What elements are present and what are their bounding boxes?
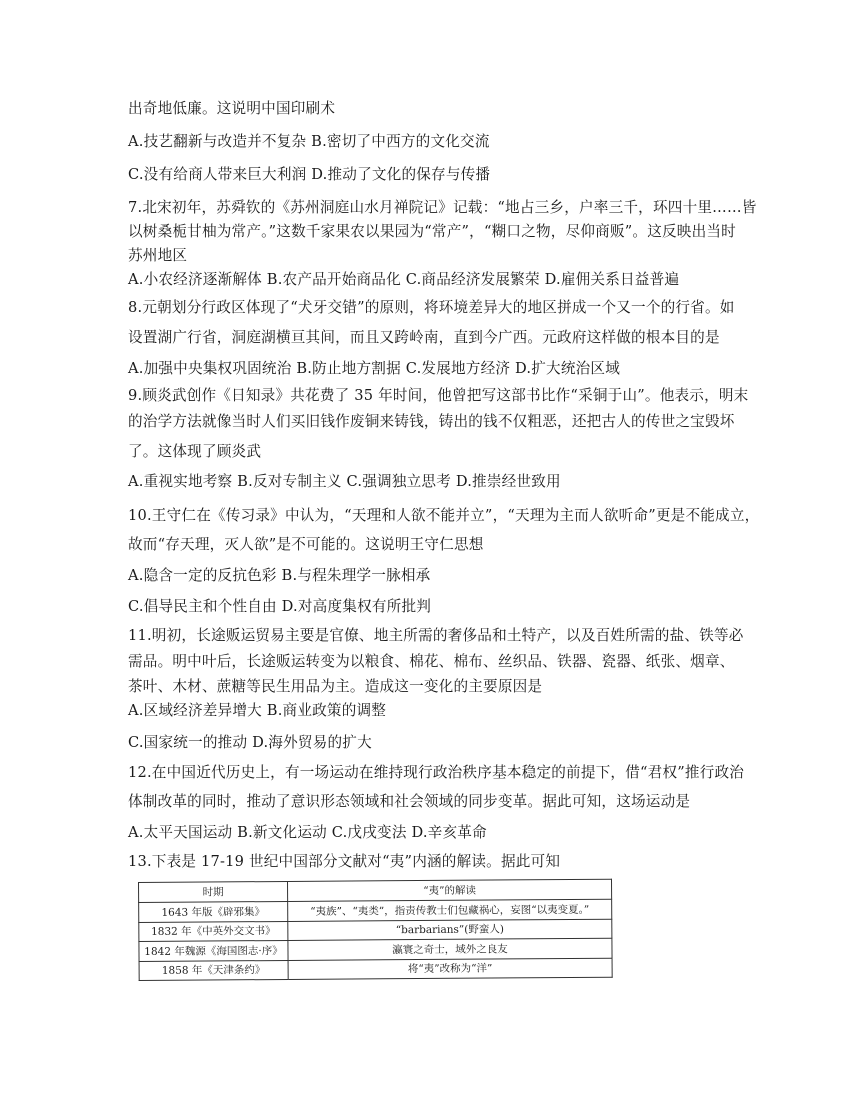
question-10: 10.王守仁在《传习录》中认为，“天理和人欲不能并立”，“天理为主而人欲听命”更是不能成立， [128, 507, 760, 524]
text-line: 设置湖广行省，洞庭湖横亘其间，而且又跨岭南，直到今广西。元政府这样做的根本目的是 [128, 329, 720, 346]
table-cell: 将“夷”改称为“洋” [288, 958, 612, 980]
question-8: 8.元朝划分行政区体现了“犬牙交错”的原则，将环境差异大的地区拼成一个又一个的行省。如 [128, 299, 735, 316]
option-line: A.区域经济差异增大 B.商业政策的调整 [128, 702, 387, 719]
table-cell: “夷族”、“夷类”，指责传教士们包藏祸心，妄图“以夷变夏。” [288, 899, 612, 921]
table-header-interpretation: “夷”的解读 [287, 879, 611, 901]
option-line: A.技艺翻新与改造并不复杂 B.密切了中西方的文化交流 [128, 133, 490, 150]
option-line: C.国家统一的推动 D.海外贸易的扩大 [128, 734, 372, 751]
table-cell: 1858 年《天津条约》 [139, 960, 288, 981]
question-7: 7.北宋初年，苏舜钦的《苏州洞庭山水月禅院记》记载：“地占三乡，户率三千，环四十里……皆 [128, 199, 757, 216]
table-cell: “barbarians”(野蛮人) [288, 919, 612, 941]
question-9: 9.顾炎武创作《日知录》共花费了 35 年时间，他曾把写这部书比作“采铜于山”。他表示，明末 [128, 387, 749, 404]
option-line: A.小农经济逐渐解体 B.农产品开始商品化 C.商品经济发展繁荣 D.雇佣关系日益普遍 [128, 271, 680, 288]
table-cell: 1842 年魏源《海国图志·序》 [139, 940, 288, 961]
text-line: 体制改革的同时，推动了意识形态领域和社会领域的同步变革。据此可知，这场运动是 [128, 793, 691, 810]
question-13: 13.下表是 17-19 世纪中国部分文献对“夷”内涵的解读。据此可知 [128, 853, 561, 870]
text-line: 的治学方法就像当时人们买旧钱作废铜来铸钱，铸出的钱不仅粗恶，还把古人的传世之宝毁坏 [128, 413, 735, 430]
option-line: A.隐含一定的反抗色彩 B.与程朱理学一脉相承 [128, 567, 431, 584]
option-line: C.没有给商人带来巨大利润 D.推动了文化的保存与传播 [128, 166, 491, 183]
text-line: 茶叶、木材、蔗糖等民生用品为主。造成这一变化的主要原因是 [128, 678, 543, 695]
text-line: 苏州地区 [128, 247, 188, 264]
table-header-period: 时期 [139, 881, 288, 902]
option-line: C.倡导民主和个性自由 D.对高度集权有所批判 [128, 598, 432, 615]
option-line: A.加强中央集权巩固统治 B.防止地方割据 C.发展地方经济 D.扩大统治区域 [128, 360, 620, 377]
question-12: 12.在中国近代历史上，有一场运动在维持现行政治秩序基本稳定的前提下，借“君权”推行政治 [128, 764, 745, 781]
text-line: 故而“存天理，灭人欲”是不可能的。这说明王守仁思想 [128, 536, 484, 553]
table-cell: 瀛寰之奇士，域外之良友 [288, 938, 612, 960]
yi-interpretation-table [138, 879, 613, 981]
question-11: 11.明初，长途贩运贸易主要是官僚、地主所需的奢侈品和土特产，以及百姓所需的盐、铁等必 [128, 627, 744, 644]
text-line: 需品。明中叶后，长途贩运转变为以粮食、棉花、棉布、丝织品、铁器、瓷器、纸张、烟章、 [128, 653, 735, 670]
table-row [139, 958, 612, 981]
table-cell: 1832 年《中英外交文书》 [139, 921, 288, 942]
text-line: 了。这体现了顾炎武 [128, 443, 262, 460]
text-line: 出奇地低廉。这说明中国印刷术 [128, 100, 336, 117]
option-line: A.重视实地考察 B.反对专制主义 C.强调独立思考 D.推崇经世致用 [128, 473, 561, 490]
text-line: 以树桑栀甘柚为常产。”这数千家果农以果园为“常产”，“糊口之物，尽仰商贩”。这反映出当时 [128, 223, 736, 240]
option-line: A.太平天国运动 B.新文化运动 C.戊戌变法 D.辛亥革命 [128, 824, 487, 841]
table-cell: 1643 年版《辟邪集》 [139, 901, 288, 922]
